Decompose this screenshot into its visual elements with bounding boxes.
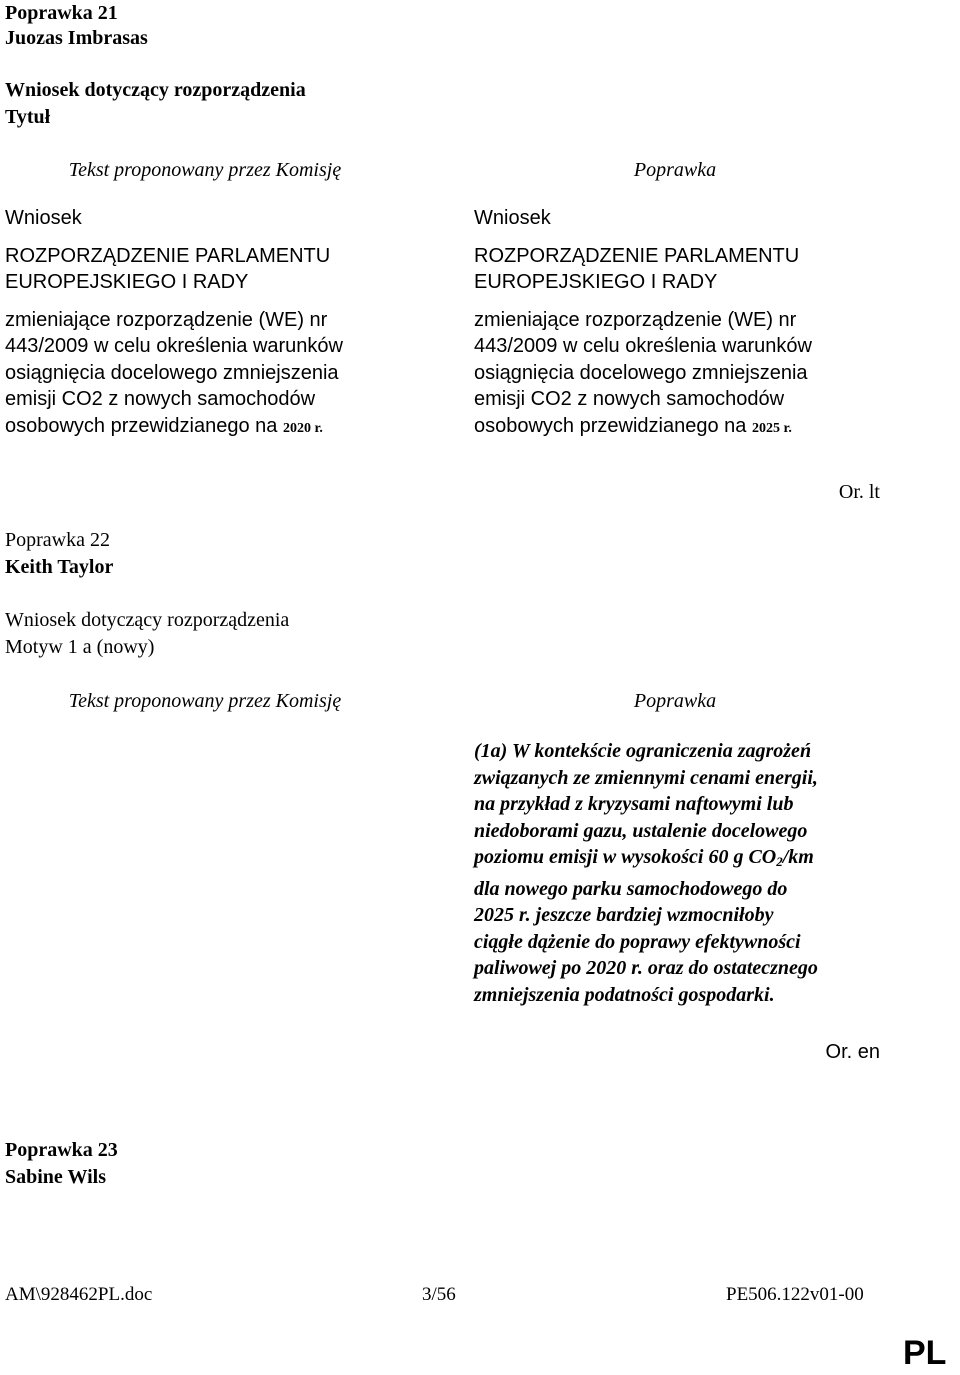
body-line: osiągnięcia docelowego zmniejszenia: [5, 361, 339, 384]
amendment-21-amended-text: [474, 205, 914, 442]
body-line: paliwowej po 2020 r. oraz do ostatecznego: [474, 957, 818, 979]
body-line: dla nowego parku samochodowego do: [474, 877, 788, 900]
body-line: zmieniające rozporządzenie (WE) nr: [474, 308, 797, 331]
body-line-text: osobowych przewidzianego na: [474, 414, 747, 437]
regulation-title-line: EUROPEJSKIEGO I RADY: [474, 271, 718, 293]
col-heading-commission: Tekst proponowany przez Komisję: [68, 159, 342, 181]
amendment-header: Poprawka 22: [5, 529, 110, 551]
body-line-text: osobowych przewidzianego na: [5, 414, 278, 437]
amendment-author: Juozas Imbrasas: [5, 27, 148, 49]
body-line: [5, 413, 405, 443]
regulation-title-line: ROZPORZĄDZENIE PARLAMENTU: [5, 244, 331, 267]
body-line: związanych ze zmiennymi cenami energii,: [474, 766, 818, 789]
body-line: 443/2009 w celu określenia warunków: [474, 335, 812, 357]
amendment-header: Poprawka 23: [5, 1139, 118, 1161]
target-year: 2020 r.: [282, 420, 323, 436]
footer-doc-ref: AM\928462PL.doc: [5, 1284, 153, 1305]
proposal-label: Wniosek dotyczący rozporządzenia: [5, 609, 290, 631]
amendment-author: Sabine Wils: [5, 1166, 106, 1188]
body-line: niedoborami gazu, ustalenie docelowego: [474, 819, 808, 842]
co2-subscript: 2: [776, 854, 783, 869]
target-label: Motyw 1 a (nowy): [5, 636, 155, 658]
body-line: emisji CO2 z nowych samochodów: [474, 388, 785, 410]
body-line: emisji CO2 z nowych samochodów: [5, 388, 316, 410]
amendment-21-commission-text: [5, 205, 405, 442]
original-language: Or. lt: [838, 481, 880, 503]
co2-unit: /km: [782, 846, 814, 868]
col-heading-amendment: Poprawka: [633, 159, 717, 181]
footer-doc-code: PE506.122v01-00: [726, 1284, 864, 1305]
body-line: zmieniające rozporządzenie (WE) nr: [5, 308, 328, 331]
target-year: 2025 r.: [751, 420, 792, 436]
body-line: 443/2009 w celu określenia warunków: [5, 335, 343, 357]
footer-language: PL: [903, 1334, 947, 1372]
body-line: [474, 844, 914, 876]
regulation-title-line: ROZPORZĄDZENIE PARLAMENTU: [474, 244, 800, 267]
footer-page-number: 3/56: [422, 1284, 456, 1305]
body-line: 2025 r. jeszcze bardziej wzmocniłoby: [474, 904, 774, 926]
proposal-label: Wniosek dotyczący rozporządzenia: [5, 79, 306, 101]
proposal-type: Wniosek: [5, 207, 82, 229]
regulation-title-line: EUROPEJSKIEGO I RADY: [5, 271, 249, 293]
proposal-type: Wniosek: [474, 207, 551, 229]
body-line-text: poziomu emisji w wysokości 60 g CO: [474, 846, 777, 868]
body-line: ciągłe dążenie do poprawy efektywności: [474, 930, 801, 953]
amendment-22-amended-text: [474, 738, 914, 1008]
body-line: [474, 413, 914, 443]
col-heading-amendment: Poprawka: [633, 690, 717, 712]
amendment-header: Poprawka 21: [5, 2, 118, 24]
body-line: (1a) W kontekście ograniczenia zagrożeń: [474, 740, 812, 762]
amendment-author: Keith Taylor: [5, 556, 114, 578]
body-line: na przykład z kryzysami naftowymi lub: [474, 793, 794, 815]
target-label: Tytuł: [5, 106, 51, 128]
body-line: zmniejszenia podatności gospodarki.: [474, 983, 775, 1006]
col-heading-commission: Tekst proponowany przez Komisję: [68, 690, 342, 712]
body-line: osiągnięcia docelowego zmniejszenia: [474, 361, 808, 384]
original-language: Or. en: [825, 1041, 880, 1063]
